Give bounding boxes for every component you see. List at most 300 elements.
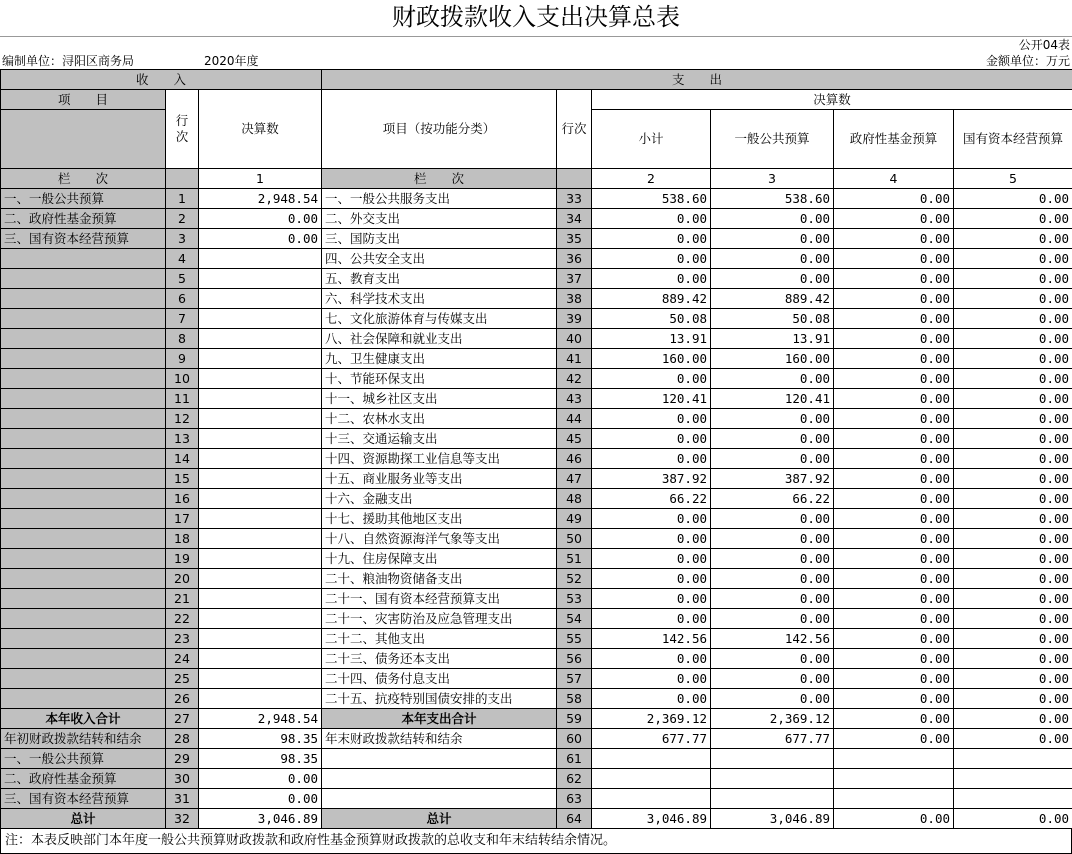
gov-fund-cell: 0.00 xyxy=(834,329,954,349)
expense-row-no-cell: 55 xyxy=(557,629,592,649)
state-capital-cell: 0.00 xyxy=(954,809,1072,829)
table-row xyxy=(1,269,1072,289)
year-label: 2020年度 xyxy=(204,53,259,69)
income-row-no-cell: 9 xyxy=(166,349,199,369)
income-row-no-cell: 8 xyxy=(166,329,199,349)
state-capital-cell: 0.00 xyxy=(954,669,1072,689)
expense-row-no-cell: 58 xyxy=(557,689,592,709)
gov-fund-cell: 0.00 xyxy=(834,589,954,609)
gov-fund-cell: 0.00 xyxy=(834,369,954,389)
expense-item-cell: 九、卫生健康支出 xyxy=(322,349,557,369)
expense-row-no-cell: 56 xyxy=(557,649,592,669)
income-item-cell xyxy=(1,629,166,649)
expense-row-no-cell: 61 xyxy=(557,749,592,769)
table-row xyxy=(1,189,1072,209)
expense-item-cell: 本年支出合计 xyxy=(322,709,557,729)
income-item-cell xyxy=(1,429,166,449)
expense-row-no-cell: 44 xyxy=(557,409,592,429)
table-row xyxy=(1,489,1072,509)
gov-fund-cell: 0.00 xyxy=(834,689,954,709)
income-item-cell xyxy=(1,529,166,549)
state-capital-cell: 0.00 xyxy=(954,189,1072,209)
gov-fund-cell: 0.00 xyxy=(834,409,954,429)
table-row xyxy=(1,229,1072,249)
expense-row-no-cell: 64 xyxy=(557,809,592,829)
state-capital-cell: 0.00 xyxy=(954,609,1072,629)
general-budget-cell: 0.00 xyxy=(711,249,834,269)
col-label-left: 栏 次 xyxy=(1,169,166,189)
expense-row-no-cell: 35 xyxy=(557,229,592,249)
gov-fund-cell: 0.00 xyxy=(834,349,954,369)
general-budget-cell xyxy=(711,789,834,809)
income-amount-cell: 2,948.54 xyxy=(199,189,322,209)
state-capital-cell: 0.00 xyxy=(954,569,1072,589)
income-item-cell xyxy=(1,569,166,589)
gov-fund-cell: 0.00 xyxy=(834,709,954,729)
gov-fund-cell: 0.00 xyxy=(834,729,954,749)
income-row-no-cell: 14 xyxy=(166,449,199,469)
state-capital-cell: 0.00 xyxy=(954,389,1072,409)
expense-row-no-cell: 62 xyxy=(557,769,592,789)
org-label: 编制单位：浔阳区商务局 xyxy=(2,53,134,69)
state-capital-header: 国有资本经营预算 xyxy=(954,110,1072,169)
income-row-no-cell: 24 xyxy=(166,649,199,669)
state-capital-cell: 0.00 xyxy=(954,649,1072,669)
income-amount-cell xyxy=(199,289,322,309)
state-capital-cell: 0.00 xyxy=(954,589,1072,609)
income-item-cell xyxy=(1,509,166,529)
income-item-cell xyxy=(1,269,166,289)
income-amount-cell xyxy=(199,649,322,669)
final-amount-group-header: 决算数 xyxy=(592,90,1072,110)
form-no-row xyxy=(0,37,1072,53)
gov-fund-cell: 0.00 xyxy=(834,469,954,489)
income-amount-cell xyxy=(199,309,322,329)
subtotal-cell: 0.00 xyxy=(592,589,711,609)
gov-fund-cell: 0.00 xyxy=(834,629,954,649)
income-amount-cell xyxy=(199,609,322,629)
income-row-no-cell: 11 xyxy=(166,389,199,409)
table-row xyxy=(1,469,1072,489)
expense-item-cell: 二、外交支出 xyxy=(322,209,557,229)
expense-row-no-cell: 54 xyxy=(557,609,592,629)
income-item-cell xyxy=(1,609,166,629)
gov-fund-cell: 0.00 xyxy=(834,189,954,209)
general-budget-cell: 0.00 xyxy=(711,269,834,289)
income-row-no-cell: 4 xyxy=(166,249,199,269)
expense-row-no-cell: 49 xyxy=(557,509,592,529)
subtotal-cell: 0.00 xyxy=(592,229,711,249)
income-amount-cell xyxy=(199,469,322,489)
income-item-cell xyxy=(1,309,166,329)
state-capital-cell: 0.00 xyxy=(954,349,1072,369)
table-row xyxy=(1,729,1072,749)
income-item-cell xyxy=(1,549,166,569)
gov-fund-cell: 0.00 xyxy=(834,309,954,329)
expense-item-cell: 二十、粮油物资储备支出 xyxy=(322,569,557,589)
func-item-header: 项目（按功能分类） xyxy=(322,90,557,169)
income-row-no-cell: 29 xyxy=(166,749,199,769)
income-item-cell: 本年收入合计 xyxy=(1,709,166,729)
gov-fund-cell xyxy=(834,769,954,789)
state-capital-cell: 0.00 xyxy=(954,689,1072,709)
income-row-no-cell: 2 xyxy=(166,209,199,229)
expense-item-cell: 二十一、国有资本经营预算支出 xyxy=(322,589,557,609)
table-row xyxy=(1,369,1072,389)
expense-row-no-cell: 51 xyxy=(557,549,592,569)
gov-fund-cell: 0.00 xyxy=(834,229,954,249)
income-row-no-cell: 7 xyxy=(166,309,199,329)
col-label-blank xyxy=(557,169,592,189)
general-budget-cell: 0.00 xyxy=(711,689,834,709)
expense-row-no-cell: 60 xyxy=(557,729,592,749)
gov-fund-cell: 0.00 xyxy=(834,269,954,289)
table-row xyxy=(1,769,1072,789)
gov-fund-cell: 0.00 xyxy=(834,429,954,449)
income-row-no-cell: 15 xyxy=(166,469,199,489)
state-capital-cell: 0.00 xyxy=(954,329,1072,349)
income-amount-cell xyxy=(199,629,322,649)
table-row xyxy=(1,689,1072,709)
expense-item-cell: 十、节能环保支出 xyxy=(322,369,557,389)
general-budget-cell xyxy=(711,749,834,769)
income-amount-cell xyxy=(199,589,322,609)
general-budget-cell: 677.77 xyxy=(711,729,834,749)
form-number: 公开04表 xyxy=(1019,37,1070,53)
subtotal-cell: 387.92 xyxy=(592,469,711,489)
expense-row-no-cell: 48 xyxy=(557,489,592,509)
income-amount-cell xyxy=(199,449,322,469)
state-capital-cell: 0.00 xyxy=(954,209,1072,229)
expense-item-cell: 一、一般公共服务支出 xyxy=(322,189,557,209)
expense-item-cell: 十四、资源勘探工业信息等支出 xyxy=(322,449,557,469)
income-row-no-cell: 6 xyxy=(166,289,199,309)
general-budget-cell: 0.00 xyxy=(711,409,834,429)
income-item-cell xyxy=(1,369,166,389)
general-budget-cell: 0.00 xyxy=(711,229,834,249)
expense-row-no-cell: 37 xyxy=(557,269,592,289)
table-row xyxy=(1,529,1072,549)
income-row-no-cell: 26 xyxy=(166,689,199,709)
subtotal-cell: 50.08 xyxy=(592,309,711,329)
income-amount-cell xyxy=(199,689,322,709)
footnote: 注：本表反映部门本年度一般公共预算财政拨款和政府性基金预算财政拨款的总收支和年末结转结余情况。 xyxy=(0,829,1072,854)
table-row xyxy=(1,669,1072,689)
item-header-blank xyxy=(1,110,166,169)
expense-item-cell xyxy=(322,749,557,769)
col-number-2: 2 xyxy=(592,169,711,189)
gov-fund-cell: 0.00 xyxy=(834,549,954,569)
income-item-cell: 二、政府性基金预算 xyxy=(1,209,166,229)
col-number-3: 3 xyxy=(711,169,834,189)
subtotal-cell: 0.00 xyxy=(592,509,711,529)
expense-item-cell xyxy=(322,789,557,809)
income-item-cell xyxy=(1,589,166,609)
income-amount-cell: 3,046.89 xyxy=(199,809,322,829)
expense-row-no-cell: 50 xyxy=(557,529,592,549)
general-budget-cell: 0.00 xyxy=(711,589,834,609)
state-capital-cell: 0.00 xyxy=(954,709,1072,729)
general-budget-cell: 13.91 xyxy=(711,329,834,349)
income-amount-cell xyxy=(199,529,322,549)
income-amount-cell xyxy=(199,329,322,349)
subtotal-cell: 160.00 xyxy=(592,349,711,369)
col-label-blank xyxy=(166,169,199,189)
state-capital-cell: 0.00 xyxy=(954,469,1072,489)
expense-row-no-cell: 34 xyxy=(557,209,592,229)
general-budget-cell: 0.00 xyxy=(711,369,834,389)
exp-row-no-header: 行次 xyxy=(557,90,592,169)
income-item-cell xyxy=(1,669,166,689)
subtotal-cell xyxy=(592,769,711,789)
unit-label: 金额单位：万元 xyxy=(986,53,1070,69)
gov-fund-cell xyxy=(834,749,954,769)
gov-fund-cell: 0.00 xyxy=(834,609,954,629)
income-row-no-cell: 10 xyxy=(166,369,199,389)
expense-item-cell: 六、科学技术支出 xyxy=(322,289,557,309)
expense-item-cell: 二十一、灾害防治及应急管理支出 xyxy=(322,609,557,629)
state-capital-cell: 0.00 xyxy=(954,229,1072,249)
income-amount-cell xyxy=(199,429,322,449)
income-item-cell: 一、一般公共预算 xyxy=(1,189,166,209)
income-item-cell xyxy=(1,289,166,309)
general-budget-cell: 0.00 xyxy=(711,549,834,569)
subtotal-cell: 0.00 xyxy=(592,649,711,669)
income-amount-cell: 0.00 xyxy=(199,789,322,809)
subtotal-cell: 66.22 xyxy=(592,489,711,509)
general-budget-cell: 387.92 xyxy=(711,469,834,489)
subtotal-cell xyxy=(592,789,711,809)
state-capital-cell: 0.00 xyxy=(954,549,1072,569)
gov-fund-cell: 0.00 xyxy=(834,449,954,469)
expense-header: 支 出 xyxy=(322,70,1072,90)
income-item-cell xyxy=(1,469,166,489)
subtotal-cell: 142.56 xyxy=(592,629,711,649)
income-item-cell xyxy=(1,449,166,469)
expense-item-cell: 十六、金融支出 xyxy=(322,489,557,509)
expense-item-cell: 二十二、其他支出 xyxy=(322,629,557,649)
subtotal-cell: 0.00 xyxy=(592,609,711,629)
meta-row xyxy=(0,53,1072,69)
income-row-no-cell: 23 xyxy=(166,629,199,649)
income-row-no-cell: 18 xyxy=(166,529,199,549)
subtotal-cell: 0.00 xyxy=(592,569,711,589)
general-budget-cell: 3,046.89 xyxy=(711,809,834,829)
subtotal-cell: 0.00 xyxy=(592,369,711,389)
income-row-no-cell: 22 xyxy=(166,609,199,629)
state-capital-cell: 0.00 xyxy=(954,529,1072,549)
income-amount-cell: 98.35 xyxy=(199,729,322,749)
general-budget-cell: 0.00 xyxy=(711,609,834,629)
table-row xyxy=(1,409,1072,429)
income-header: 收 入 xyxy=(1,70,322,90)
general-budget-cell: 0.00 xyxy=(711,569,834,589)
expense-item-cell: 十三、交通运输支出 xyxy=(322,429,557,449)
col-number-4: 4 xyxy=(834,169,954,189)
expense-row-no-cell: 45 xyxy=(557,429,592,449)
income-row-no-cell: 32 xyxy=(166,809,199,829)
gov-fund-cell: 0.00 xyxy=(834,569,954,589)
income-amount-cell xyxy=(199,369,322,389)
income-item-cell: 二、政府性基金预算 xyxy=(1,769,166,789)
table-row xyxy=(1,569,1072,589)
expense-row-no-cell: 42 xyxy=(557,369,592,389)
income-amount-cell: 0.00 xyxy=(199,229,322,249)
table-row xyxy=(1,349,1072,369)
income-amount-cell xyxy=(199,269,322,289)
state-capital-cell: 0.00 xyxy=(954,249,1072,269)
subtotal-cell: 120.41 xyxy=(592,389,711,409)
gov-fund-cell: 0.00 xyxy=(834,209,954,229)
table-row xyxy=(1,789,1072,809)
table-row xyxy=(1,289,1072,309)
income-row-no-cell: 16 xyxy=(166,489,199,509)
general-budget-cell: 0.00 xyxy=(711,429,834,449)
state-capital-cell: 0.00 xyxy=(954,509,1072,529)
expense-item-cell: 八、社会保障和就业支出 xyxy=(322,329,557,349)
general-budget-cell: 2,369.12 xyxy=(711,709,834,729)
subtotal-cell: 677.77 xyxy=(592,729,711,749)
col-number-1: 1 xyxy=(199,169,322,189)
expense-row-no-cell: 43 xyxy=(557,389,592,409)
income-amount-cell xyxy=(199,669,322,689)
expense-item-cell: 七、文化旅游体育与传媒支出 xyxy=(322,309,557,329)
gov-fund-cell: 0.00 xyxy=(834,529,954,549)
expense-row-no-cell: 52 xyxy=(557,569,592,589)
income-row-no-cell: 21 xyxy=(166,589,199,609)
state-capital-cell: 0.00 xyxy=(954,309,1072,329)
table-row xyxy=(1,809,1072,829)
expense-item-cell: 二十四、债务付息支出 xyxy=(322,669,557,689)
general-budget-cell: 120.41 xyxy=(711,389,834,409)
income-row-no-cell: 27 xyxy=(166,709,199,729)
state-capital-cell: 0.00 xyxy=(954,269,1072,289)
table-row xyxy=(1,329,1072,349)
table-row xyxy=(1,309,1072,329)
table-row xyxy=(1,249,1072,269)
state-capital-cell xyxy=(954,789,1072,809)
income-amount-cell xyxy=(199,549,322,569)
subtotal-cell: 0.00 xyxy=(592,449,711,469)
state-capital-cell: 0.00 xyxy=(954,489,1072,509)
income-row-no-cell: 31 xyxy=(166,789,199,809)
expense-row-no-cell: 38 xyxy=(557,289,592,309)
state-capital-cell: 0.00 xyxy=(954,369,1072,389)
budget-table xyxy=(0,69,1072,829)
gov-fund-cell: 0.00 xyxy=(834,489,954,509)
subtotal-header: 小计 xyxy=(592,110,711,169)
subtotal-cell: 0.00 xyxy=(592,269,711,289)
income-row-no-cell: 3 xyxy=(166,229,199,249)
income-row-no-cell: 30 xyxy=(166,769,199,789)
general-budget-cell: 538.60 xyxy=(711,189,834,209)
income-row-no-cell: 25 xyxy=(166,669,199,689)
subtotal-cell: 889.42 xyxy=(592,289,711,309)
gov-fund-cell: 0.00 xyxy=(834,249,954,269)
expense-row-no-cell: 53 xyxy=(557,589,592,609)
expense-item-cell: 三、国防支出 xyxy=(322,229,557,249)
income-amount-cell: 2,948.54 xyxy=(199,709,322,729)
income-amount-cell xyxy=(199,349,322,369)
expense-item-cell: 十五、商业服务业等支出 xyxy=(322,469,557,489)
expense-item-cell: 二十五、抗疫特别国债安排的支出 xyxy=(322,689,557,709)
income-item-cell xyxy=(1,689,166,709)
expense-row-no-cell: 33 xyxy=(557,189,592,209)
income-item-cell: 年初财政拨款结转和结余 xyxy=(1,729,166,749)
income-item-cell: 三、国有资本经营预算 xyxy=(1,789,166,809)
expense-row-no-cell: 59 xyxy=(557,709,592,729)
expense-row-no-cell: 41 xyxy=(557,349,592,369)
subtotal-cell: 0.00 xyxy=(592,249,711,269)
subtotal-cell: 0.00 xyxy=(592,409,711,429)
expense-row-no-cell: 46 xyxy=(557,449,592,469)
table-row xyxy=(1,749,1072,769)
general-budget-header: 一般公共预算 xyxy=(711,110,834,169)
expense-row-no-cell: 36 xyxy=(557,249,592,269)
income-item-cell xyxy=(1,349,166,369)
general-budget-cell: 142.56 xyxy=(711,629,834,649)
table-row xyxy=(1,389,1072,409)
state-capital-cell: 0.00 xyxy=(954,629,1072,649)
table-row xyxy=(1,549,1072,569)
income-amount-cell xyxy=(199,409,322,429)
income-row-no-cell: 19 xyxy=(166,549,199,569)
general-budget-cell: 0.00 xyxy=(711,669,834,689)
income-row-no-cell: 28 xyxy=(166,729,199,749)
income-amount-cell xyxy=(199,489,322,509)
income-item-cell xyxy=(1,249,166,269)
table-row xyxy=(1,649,1072,669)
subtotal-cell: 0.00 xyxy=(592,669,711,689)
table-row xyxy=(1,509,1072,529)
gov-fund-cell: 0.00 xyxy=(834,669,954,689)
subtotal-cell: 538.60 xyxy=(592,189,711,209)
subtotal-cell: 0.00 xyxy=(592,429,711,449)
table-row xyxy=(1,209,1072,229)
gov-fund-cell: 0.00 xyxy=(834,289,954,309)
expense-item-cell: 十二、农林水支出 xyxy=(322,409,557,429)
general-budget-cell: 50.08 xyxy=(711,309,834,329)
income-row-no-cell: 13 xyxy=(166,429,199,449)
subtotal-cell: 2,369.12 xyxy=(592,709,711,729)
income-item-cell xyxy=(1,489,166,509)
income-amount-cell: 0.00 xyxy=(199,209,322,229)
gov-fund-cell: 0.00 xyxy=(834,509,954,529)
income-row-no-cell: 1 xyxy=(166,189,199,209)
expense-row-no-cell: 57 xyxy=(557,669,592,689)
table-row xyxy=(1,449,1072,469)
subtotal-cell xyxy=(592,749,711,769)
col-number-5: 5 xyxy=(954,169,1072,189)
page-title: 财政拨款收入支出决算总表 xyxy=(0,0,1072,37)
general-budget-cell: 0.00 xyxy=(711,209,834,229)
col-label-right: 栏 次 xyxy=(322,169,557,189)
general-budget-cell: 0.00 xyxy=(711,509,834,529)
gov-fund-cell xyxy=(834,789,954,809)
subtotal-cell: 13.91 xyxy=(592,329,711,349)
income-amount-cell xyxy=(199,509,322,529)
gov-fund-cell: 0.00 xyxy=(834,809,954,829)
income-amount-cell xyxy=(199,249,322,269)
expense-item-cell: 四、公共安全支出 xyxy=(322,249,557,269)
state-capital-cell xyxy=(954,769,1072,789)
state-capital-cell: 0.00 xyxy=(954,729,1072,749)
state-capital-cell: 0.00 xyxy=(954,289,1072,309)
general-budget-cell: 66.22 xyxy=(711,489,834,509)
general-budget-cell: 889.42 xyxy=(711,289,834,309)
final-amount-header: 决算数 xyxy=(199,90,322,169)
state-capital-cell: 0.00 xyxy=(954,449,1072,469)
